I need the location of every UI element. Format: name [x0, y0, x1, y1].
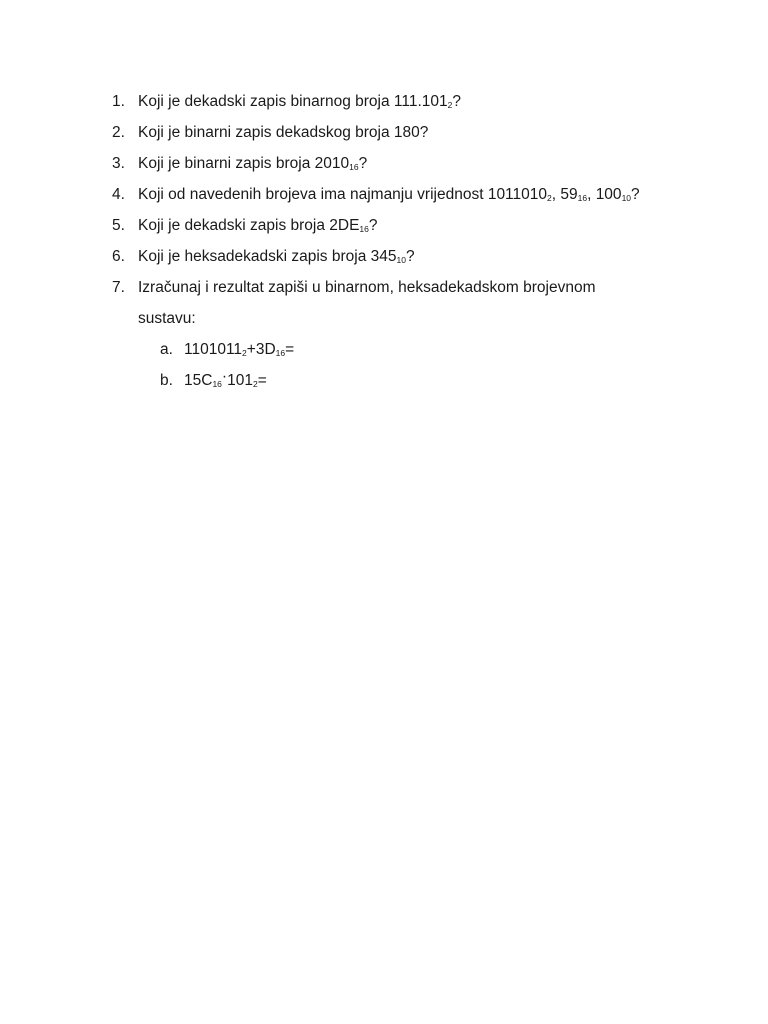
- base-subscript: 16: [359, 224, 369, 234]
- base-subscript: 10: [396, 255, 406, 265]
- sub-question-text: $15C_{16}\cdot 101_2=$: [184, 368, 267, 389]
- sub-question-letter: b.: [160, 372, 173, 389]
- base-subscript: 16: [349, 162, 359, 172]
- question-text: Koji je binarni zapis broja $2010_{16}$?: [138, 155, 368, 172]
- question-text: Koji je binarni zapis dekadskog broja 180?: [138, 124, 429, 141]
- question-text: Koji je dekadski zapis binarnog broja $111.101_2$?: [138, 93, 461, 110]
- question-text: Koji je heksadekadski zapis broja $345_{10}$?: [138, 248, 415, 265]
- question-text-line: sustavu:: [138, 310, 196, 327]
- question-number: 1.: [112, 93, 125, 110]
- question-text-line: Izračunaj i rezultat zapiši u binarnom, heksadekadskom brojevnom: [138, 279, 596, 296]
- multiplication-dot: ·: [221, 368, 228, 385]
- question-number: 4.: [112, 186, 125, 203]
- question-text: Koji od navedenih brojeva ima najmanju vrijednost $1011010_2$, $59_{16}$, $100_{10}$?: [138, 186, 640, 203]
- question-number: 6.: [112, 248, 125, 265]
- question-item: [112, 241, 732, 272]
- question-item: [112, 272, 732, 396]
- sub-question-a: [160, 334, 732, 365]
- base-subscript: 2: [547, 193, 552, 203]
- sub-question-letter: a.: [160, 341, 173, 358]
- base-subscript: 2: [242, 348, 247, 358]
- base-subscript: 2: [252, 379, 258, 389]
- sub-question-text: $1101011_2+3D_{16}=$: [184, 341, 295, 358]
- question-number: 3.: [112, 155, 125, 172]
- base-subscript: 16: [275, 348, 286, 358]
- question-item: [112, 210, 732, 241]
- base-subscript: 10: [621, 193, 632, 203]
- question-list: [112, 86, 732, 396]
- question-item: [112, 117, 732, 148]
- question-item: [112, 148, 732, 179]
- base-subscript: 2: [447, 100, 453, 110]
- question-number: 2.: [112, 124, 125, 141]
- question-item: [112, 86, 732, 117]
- question-text: Koji je dekadski zapis broja $2DE_{16}$?: [138, 217, 378, 234]
- sub-question-b: [160, 365, 732, 396]
- base-subscript: 16: [577, 193, 588, 203]
- question-item: [112, 179, 732, 210]
- question-number: 5.: [112, 217, 125, 234]
- base-subscript: 16: [212, 379, 222, 389]
- question-number: 7.: [112, 279, 125, 296]
